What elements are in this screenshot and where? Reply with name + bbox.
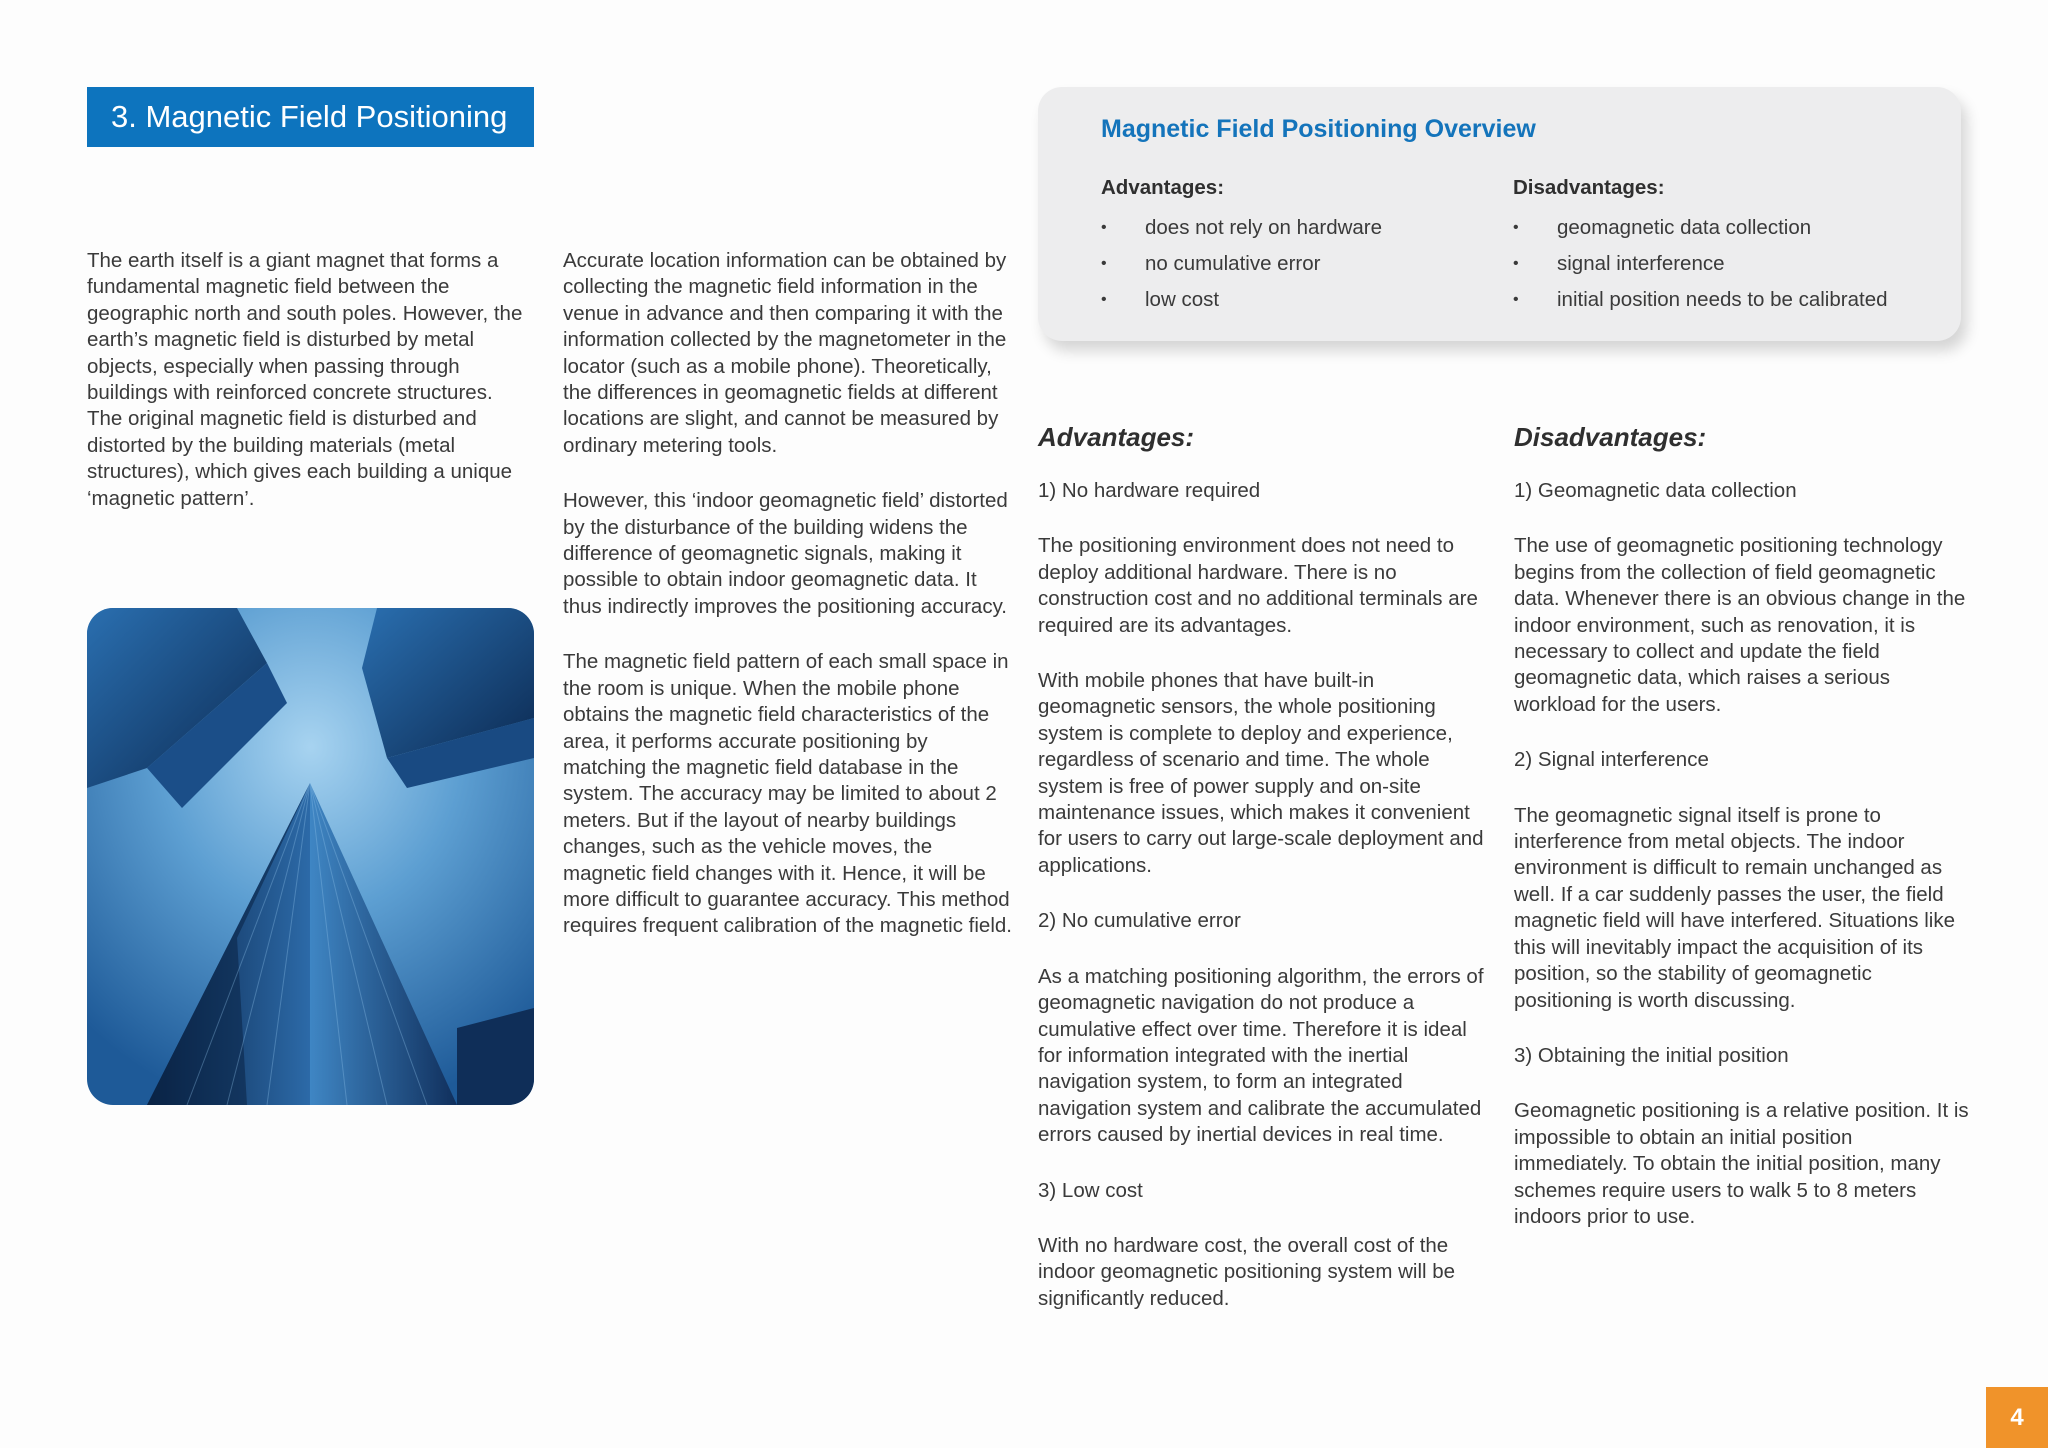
intro-paragraph: However, this ‘indoor geomagnetic field’ distorted by the disturbance of the building widens the difference of geomagnetic signals, making it possible to obtain indoor geomagnetic data. It thus indirectly improves the positioning accuracy.: [563, 489, 1008, 618]
advantages-heading: Advantages:: [1038, 422, 1195, 452]
list-item: • low cost: [1101, 282, 1382, 318]
disadvantages-heading: Disadvantages:: [1514, 422, 1707, 452]
advantages-paragraph: 1) No hardware required: [1038, 479, 1261, 502]
intro-paragraph: The earth itself is a giant magnet that forms a fundamental magnetic field between the geographic north and south poles. However, the earth’s magnetic field is disturbed by metal objects, especially when passing through buildings with reinforced concrete structures. The original magnetic field is disturbed and distorted by the building materials (metal structures), which gives each building a unique ‘magnetic pattern’.: [87, 249, 523, 510]
bullet-icon: •: [1101, 219, 1107, 236]
bullet-icon: •: [1101, 255, 1107, 272]
advantages-column: [1038, 420, 1493, 1341]
overview-card: [1038, 87, 1961, 341]
bullet-icon: •: [1513, 255, 1519, 272]
advantages-paragraph: 2) No cumulative error: [1038, 909, 1241, 933]
overview-disadvantages: [1513, 175, 1888, 318]
disadvantages-column: [1514, 420, 1969, 1259]
disadvantages-paragraph: 3) Obtaining the initial position: [1514, 1043, 1789, 1067]
list-item: • no cumulative error: [1101, 246, 1382, 282]
disadvantages-paragraph: 1) Geomagnetic data collection: [1514, 479, 1797, 502]
advantages-paragraph: With mobile phones that have built-in geomagnetic sensors, the whole positioning system is complete to deploy and experience, regardless of scenario and time. The whole system is free of power supply and on-site maintenance issues, which makes it convenient for users to carry out large-scale deployment and applications.: [1038, 669, 1484, 877]
disadvantages-paragraph: The geomagnetic signal itself is prone to interference from metal objects. The indoor environment is difficult to remain unchanged as well. If a car suddenly passes the user, the field magnetic field will have interfered. Situations like this will inevitably impact the acquisition of its position, so the stability of geomagnetic positioning is worth discussing.: [1514, 803, 1955, 1012]
list-item: • initial position needs to be calibrated: [1513, 282, 1888, 318]
overview-advantages: [1101, 175, 1382, 318]
page-number-badge: [1986, 1387, 2048, 1448]
intro-paragraph: The magnetic field pattern of each small space in the room is unique. When the mobile phone obtains the magnetic field characteristics of the area, it performs accurate positioning by matching the magnetic field database in the system. The accuracy may be limited to about 2 meters. But if the layout of nearby buildings changes, such as the vehicle moves, the magnetic field changes with it. Hence, it will be more difficult to guarantee accuracy. This method requires frequent calibration of the magnetic field.: [563, 650, 1012, 938]
disadvantages-paragraph: Geomagnetic positioning is a relative position. It is impossible to obtain an initial position immediately. To obtain the initial position, many schemes require users to walk 5 to 8 meters indoors prior to use.: [1514, 1099, 1969, 1228]
overview-disadvantages-heading: Disadvantages:: [1513, 176, 1665, 199]
intro-column-2: [563, 248, 1013, 969]
section-title: 3. Magnetic Field Positioning: [111, 99, 508, 134]
list-item: • geomagnetic data collection: [1513, 210, 1888, 246]
page-number: 4: [2010, 1403, 2024, 1431]
section-title-banner: [87, 87, 534, 147]
overview-title: Magnetic Field Positioning Overview: [1101, 115, 1536, 143]
list-item: • does not rely on hardware: [1101, 210, 1382, 246]
disadvantages-paragraph: The use of geomagnetic positioning technology begins from the collection of field geomagnetic data. Whenever there is an obvious change in the indoor environment, such as renovation, it is necessary to collect and update the field geomagnetic data, which raises a serious workload for the users.: [1514, 534, 1966, 716]
advantages-paragraph: With no hardware cost, the overall cost of the indoor geomagnetic positioning system will be significantly reduced.: [1038, 1233, 1456, 1310]
skyscraper-photo: [87, 608, 534, 1105]
advantages-paragraph: As a matching positioning algorithm, the errors of geomagnetic navigation do not produce a cumulative effect over time. Therefore it is ideal for information integrated with the inertial navigation system, to form an integrated navigation system and calibrate the accumulated errors caused by inertial devices in real time.: [1038, 964, 1484, 1147]
disadvantages-paragraph: 2) Signal interference: [1514, 748, 1709, 772]
bullet-icon: •: [1513, 219, 1519, 236]
list-item: • signal interference: [1513, 246, 1888, 282]
bullet-icon: •: [1513, 291, 1519, 308]
bullet-icon: •: [1101, 291, 1107, 308]
intro-paragraph: Accurate location information can be obtained by collecting the magnetic field information in the venue in advance and then comparing it with the information collected by the magnetometer in the locator (such as a mobile phone). Theoretically, the differences in geomagnetic fields at different locations are slight, and cannot be measured by ordinary metering tools.: [563, 249, 1007, 457]
overview-advantages-heading: Advantages:: [1101, 176, 1225, 199]
advantages-paragraph: 3) Low cost: [1038, 1178, 1143, 1202]
intro-column-1: [87, 248, 527, 541]
advantages-paragraph: The positioning environment does not need to deploy additional hardware. There is no construction cost and no additional terminals are required are its advantages.: [1038, 534, 1478, 637]
